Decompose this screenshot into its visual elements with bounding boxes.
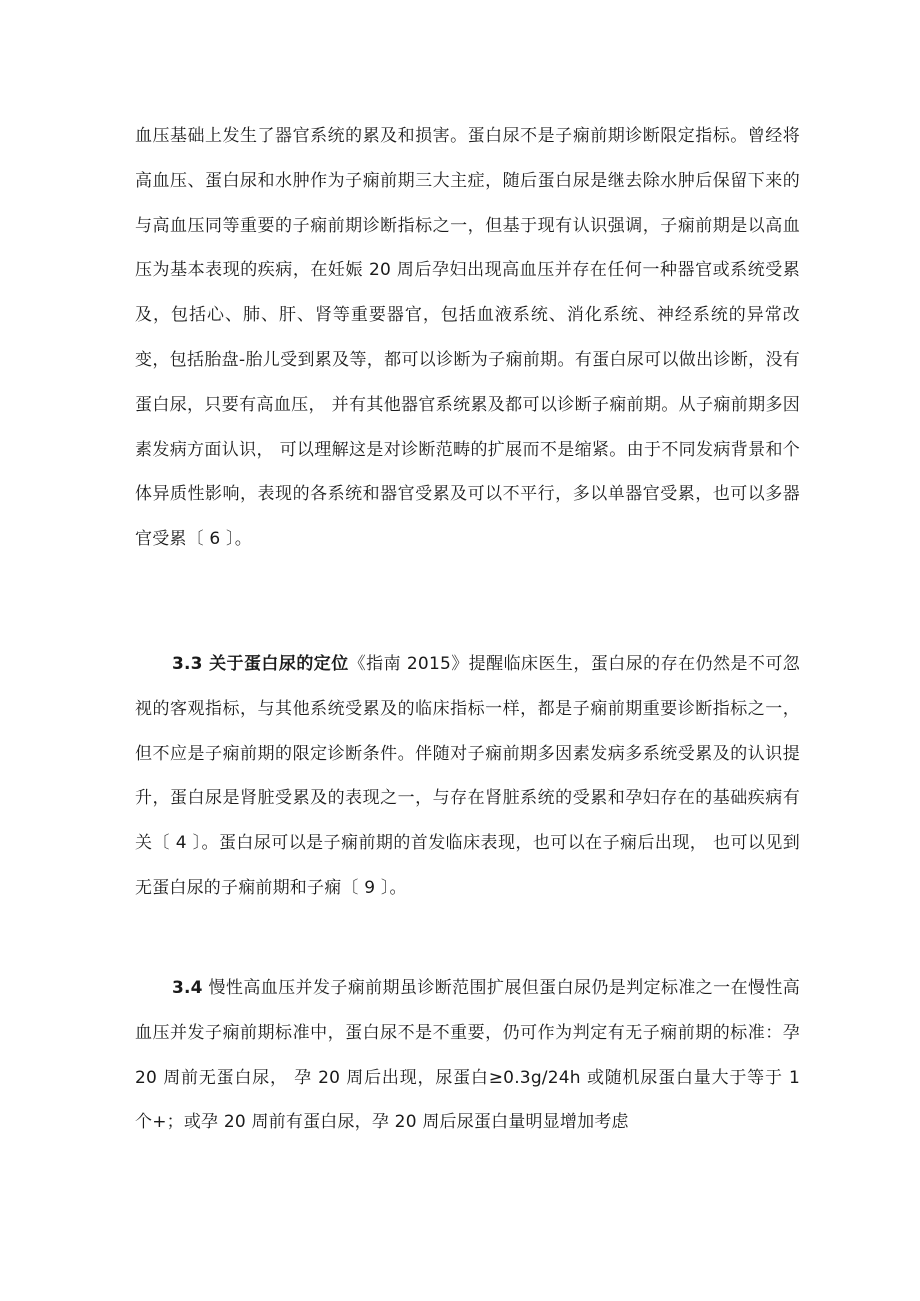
paragraph-organ-involvement [135, 114, 800, 562]
paragraph-text: 慢性高血压并发子痫前期虽诊断范围扩展但蛋白尿仍是判定标准之一在慢性高血压并发子痫前期标准中，蛋白尿不是不重要，仍可作为判定有无子痫前期的标准：孕 20 周前无蛋白尿， 孕 20 周后出现，尿蛋白≥0.3g/24h 或随机尿蛋白量大于等于 1 个+；或孕 20 周前有蛋白尿，孕 20 周后尿蛋白量明显增加考虑 [135, 978, 800, 1133]
section-heading-3-4: 3.4 [172, 978, 203, 998]
section-heading-3-3: 3.3 关于蛋白尿的定位 [172, 654, 349, 674]
paragraph-section-3-4 [135, 966, 800, 1145]
paragraph-text: 《指南 2015》提醒临床医生，蛋白尿的存在仍然是不可忽视的客观指标，与其他系统受累及的临床指标一样，都是子痫前期重要诊断指标之一，但不应是子痫前期的限定诊断条件。伴随对子痫前期多因素发病多系统受累及的认识提升，蛋白尿是肾脏受累及的表现之一，与存在肾脏系统的受累和孕妇存在的基础疾病有关〔 4 〕。蛋白尿可以是子痫前期的首发临床表现，也可以在子痫后出现， 也可以见到无蛋白尿的子痫前期和子痫〔 9 〕。 [135, 654, 800, 898]
paragraph-section-3-3 [135, 642, 800, 911]
paragraph-text: 血压基础上发生了器官系统的累及和损害。蛋白尿不是子痫前期诊断限定指标。曾经将高血压、蛋白尿和水肿作为子痫前期三大主症，随后蛋白尿是继去除水肿后保留下来的与高血压同等重要的子痫前期诊断指标之一，但基于现有认识强调，子痫前期是以高血压为基本表现的疾病，在妊娠 20 周后孕妇出现高血压并存在任何一种器官或系统受累及，包括心、肺、肝、肾等重要器官，包括血液系统、消化系统、神经系统的异常改变，包括胎盘-胎儿受到累及等，都可以诊断为子痫前期。有蛋白尿可以做出诊断，没有蛋白尿，只要有高血压， 并有其他器官系统累及都可以诊断子痫前期。从子痫前期多因素发病方面认识， 可以理解这是对诊断范畴的扩展而不是缩紧。由于不同发病背景和个体异质性影响，表现的各系统和器官受累及可以不平行，多以单器官受累，也可以多器官受累〔 6 〕。 [135, 126, 800, 550]
